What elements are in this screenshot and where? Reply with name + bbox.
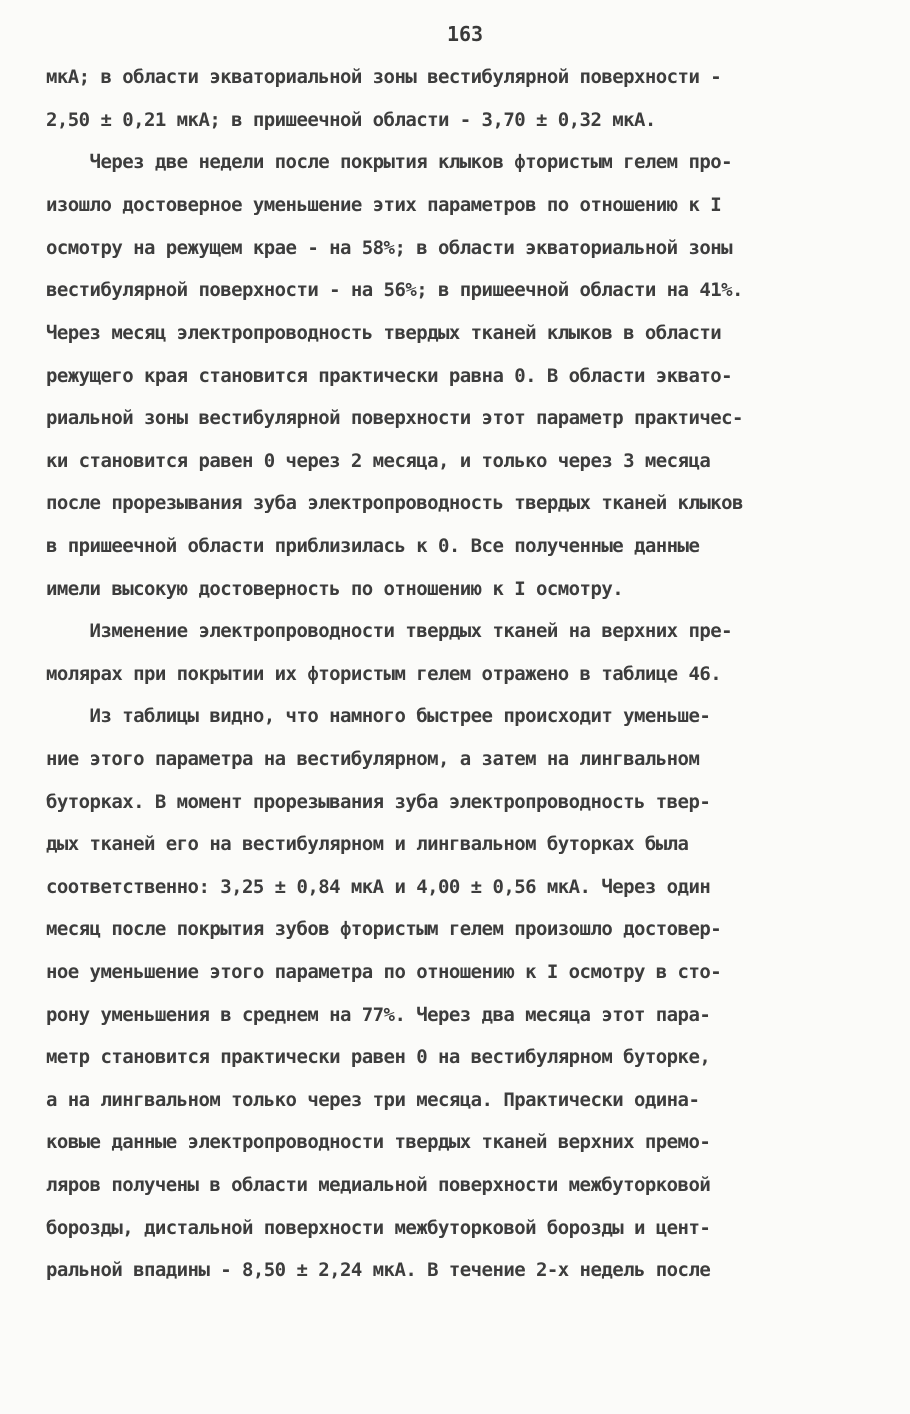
text-line: соответственно: 3,25 ± 0,84 мкА и 4,00 ± 0,56 мкА. Через один	[46, 876, 711, 898]
text-line: ние этого параметра на вестибулярном, а затем на лингвальном	[46, 748, 700, 770]
text-line: дых тканей его на вестибулярном и лингвальном буторках была	[46, 833, 689, 855]
text-line: режущего края становится практически равна 0. В области эквато-	[46, 365, 733, 387]
text-line: а на лингвальном только через три месяца. Практически одина-	[46, 1089, 700, 1111]
text-line: ки становится равен 0 через 2 месяца, и только через 3 месяца	[46, 450, 711, 472]
text-line: осмотру на режущем крае - на 58%; в области экваториальной зоны	[46, 237, 733, 259]
text-line: борозды, дистальной поверхности межбуторковой борозды и цент-	[46, 1217, 711, 1239]
text-line: мкА; в области экваториальной зоны вестибулярной поверхности -	[46, 66, 722, 88]
text-line: после прорезывания зуба электропроводность твердых тканей клыков	[46, 492, 743, 514]
text-line: риальной зоны вестибулярной поверхности этот параметр практичес-	[46, 407, 743, 429]
text-line: изошло достоверное уменьшение этих параметров по отношению к I	[46, 194, 722, 216]
text-line: месяц после покрытия зубов фтористым гелем произошло достовер-	[46, 918, 722, 940]
text-line: ное уменьшение этого параметра по отношению к I осмотру в сто-	[46, 961, 722, 983]
text-line: в пришеечной области приблизилась к 0. Все полученные данные	[46, 535, 700, 557]
text-line: метр становится практически равен 0 на вестибулярном буторке,	[46, 1046, 711, 1068]
text-line: Через две недели после покрытия клыков фтористым гелем про-	[46, 151, 733, 173]
text-line: Через месяц электропроводность твердых тканей клыков в области	[46, 322, 722, 344]
text-line: ральной впадины - 8,50 ± 2,24 мкА. В течение 2-х недель после	[46, 1259, 711, 1281]
text-line: рону уменьшения в среднем на 77%. Через два месяца этот пара-	[46, 1004, 711, 1026]
text-line: буторках. В момент прорезывания зуба электропроводность твер-	[46, 791, 711, 813]
text-line: вестибулярной поверхности - на 56%; в пришеечной области на 41%.	[46, 279, 743, 301]
text-line: Изменение электропроводности твердых тканей на верхних пре-	[46, 620, 733, 642]
text-line: ляров получены в области медиальной поверхности межбуторковой	[46, 1174, 711, 1196]
page-number: 163	[446, 22, 484, 46]
text-line: имели высокую достоверность по отношению к I осмотру.	[46, 578, 624, 600]
text-line: ковые данные электропроводности твердых тканей верхних премо-	[46, 1131, 711, 1153]
text-line: молярах при покрытии их фтористым гелем отражено в таблице 46.	[46, 663, 722, 685]
text-line: 2,50 ± 0,21 мкА; в пришеечной области - 3,70 ± 0,32 мкА.	[46, 109, 656, 131]
text-line: Из таблицы видно, что намного быстрее происходит уменьше-	[46, 705, 711, 727]
